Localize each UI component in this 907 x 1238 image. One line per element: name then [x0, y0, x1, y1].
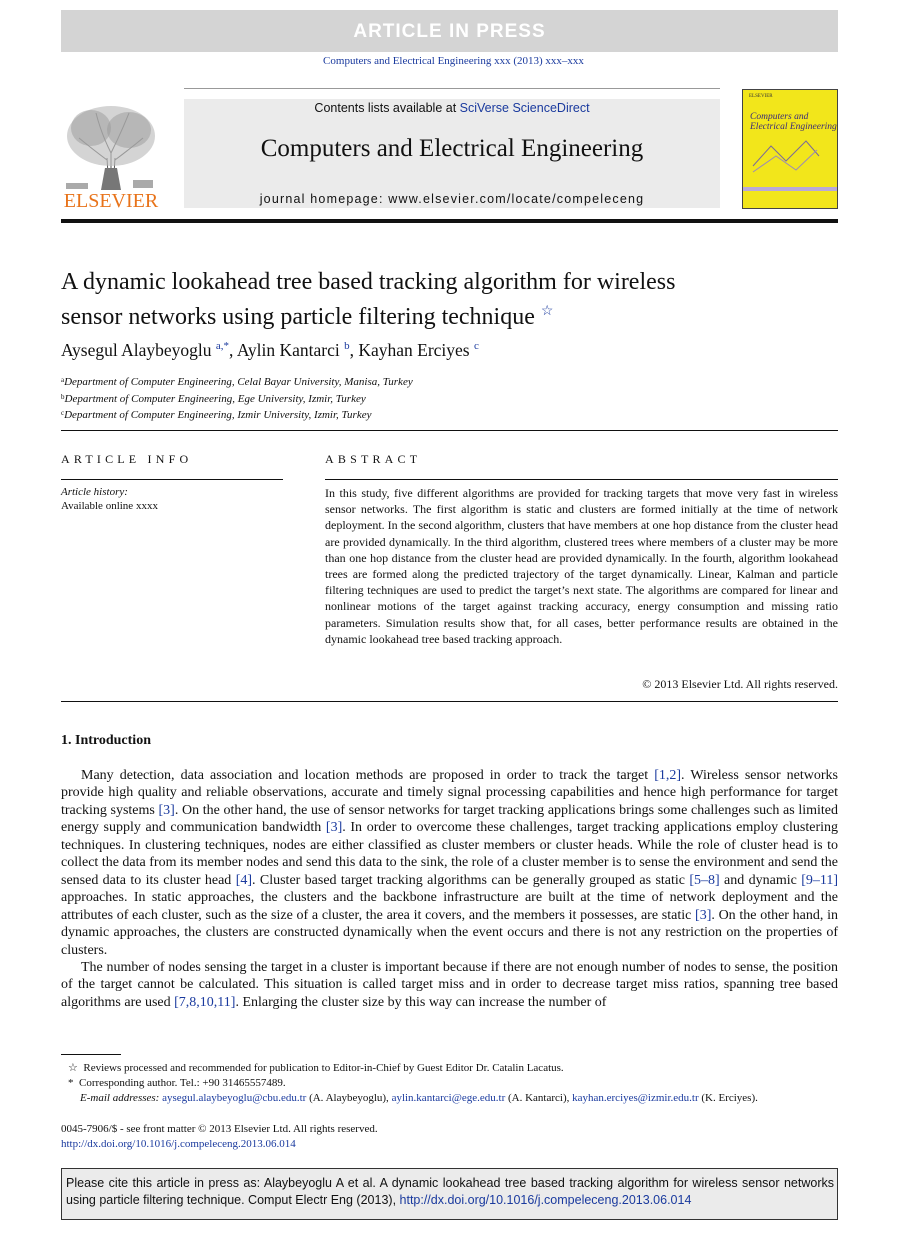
- citation-link[interactable]: [3]: [695, 907, 712, 923]
- paragraph-text: and dynamic: [719, 872, 802, 888]
- journal-homepage[interactable]: journal homepage: www.elsevier.com/locate/compeleceng: [259, 192, 645, 206]
- citation-link[interactable]: [4]: [235, 872, 253, 888]
- email-link[interactable]: aysegul.alaybeyoglu@cbu.edu.tr: [162, 1092, 307, 1104]
- paragraph-text: . Wireless sensor networks provide high quality and reliable observations, accurate and timely signal processing capabilities and hence high performance for target tracking systems: [61, 768, 838, 818]
- email-owner: (A. Kantarci),: [505, 1092, 573, 1104]
- footnote-star-mark: ☆: [68, 1062, 78, 1074]
- author-name: Aylin Kantarci: [236, 340, 340, 360]
- footnote-emails: [80, 1091, 758, 1105]
- affiliation: $^b$Department of Computer Engineering, Ege University, Izmir, Turkey: [61, 392, 366, 405]
- footnote-corr-text: Corresponding author. Tel.: +90 31465557489.: [79, 1077, 286, 1089]
- title-footnote-mark[interactable]: ☆: [540, 304, 554, 319]
- paragraph-text: The number of nodes sensing the target in a cluster is important because if there are not enough number of nodes to sense, the position of the target cannot be calculated. This situation is called target miss and in order to decrease target miss ratios, spanning tree based algorithms are used: [61, 959, 838, 1010]
- author-affil-mark[interactable]: b: [344, 340, 350, 352]
- citation-link[interactable]: [7,8,10,11]: [174, 994, 236, 1010]
- citation-link[interactable]: [9–11]: [801, 872, 839, 888]
- article-title: [61, 268, 838, 332]
- paragraph-text: . In order to overcome these challenges, target tracking applications employ clustering techniques. In clustering techniques, nodes are either classified as cluster members or cluster heads. While the role of cluster head is to collect the data from its member nodes and send this data to the sink, the role of a cluster member is to sense the environment and send the sensed data to its cluster head: [61, 820, 838, 888]
- journal-citation-link[interactable]: Computers and Electrical Engineering xxx (2013) xxx–xxx: [323, 55, 584, 67]
- contents-prefix: Contents lists available at: [314, 101, 460, 115]
- author-name: Aysegul Alaybeyoglu: [61, 340, 212, 360]
- article-history: [61, 485, 158, 513]
- history-label: Article history:: [61, 486, 128, 498]
- citation-link[interactable]: [3]: [158, 802, 175, 818]
- citation-link[interactable]: [1,2]: [654, 768, 682, 783]
- cover-title-line1: Computers and: [750, 112, 809, 122]
- cover-publisher: ELSEVIER: [749, 94, 773, 99]
- introduction-body: [61, 767, 838, 1011]
- cover-band: [743, 187, 837, 191]
- info-top-rule: [61, 430, 838, 431]
- author-name: Kayhan Erciyes: [358, 340, 470, 360]
- history-value: Available online xxxx: [61, 500, 158, 512]
- abstract-copyright: © 2013 Elsevier Ltd. All rights reserved.: [642, 677, 838, 691]
- footnote-star-text: Reviews processed and recommended for publication to Editor-in-Chief by Guest Editor Dr. Catalin Lacatus.: [83, 1062, 564, 1074]
- section-heading-introduction: 1. Introduction: [61, 733, 151, 748]
- email-owner: (K. Erciyes).: [698, 1092, 758, 1104]
- cover-graphic: [751, 136, 821, 176]
- article-info-heading: ARTICLE INFO: [61, 452, 193, 466]
- paragraph-text: approaches. In static approaches, the clusters and the backbone infrastructure are built at the time of network deployment and the attributes of each cluster, such as the size of a cluster, the area it covers, and the members it possesses, are static: [61, 890, 838, 923]
- author-affil-mark[interactable]: c: [474, 340, 479, 352]
- citation-link[interactable]: [5–8]: [689, 872, 720, 888]
- abstract-text: In this study, five different algorithms are provided for tracking targets that move very fast in wireless sensor networks. The first algorithm is static and clusters are formed initially at the time of network deployment. In the second algorithm, clusters that have members at one hop distance from the cluster head are provided dynamically. In the third algorithm, clustered trees where members of a cluster may be more than one hop distance from the cluster head are provided dynamically. In the fourth, algorithm lookahead trees are formed along the predicted trajectory of the target dynamically. Linear, Kalman and particle filtering techniques are used to predict the target’s next state. The algorithms are compared for linear and nonlinear motions of the target against tracking accuracy, energy consumption and missing ratio parameters. Simulation results show that, for all cases, better performance results are obtained in the dynamic lookahead tree based tracking approach.: [325, 486, 838, 646]
- doi-link[interactable]: http://dx.doi.org/10.1016/j.compeleceng.2013.06.014: [61, 1137, 296, 1150]
- affiliations: [61, 373, 413, 423]
- issn-line: 0045-7906/$ - see front matter © 2013 Elsevier Ltd. All rights reserved.: [61, 1123, 378, 1135]
- cite-doi-link[interactable]: http://dx.doi.org/10.1016/j.compeleceng.2013.06.014: [399, 1193, 692, 1207]
- email-link[interactable]: kayhan.erciyes@izmir.edu.tr: [572, 1092, 699, 1104]
- sciencedirect-link[interactable]: SciVerse ScienceDirect: [459, 101, 590, 115]
- author-separator: ,: [349, 340, 359, 360]
- journal-title: Computers and Electrical Engineering: [260, 135, 644, 162]
- issn-block: [61, 1122, 378, 1151]
- footnote-star: [68, 1061, 564, 1075]
- abstract-bottom-rule: [61, 701, 838, 702]
- email-link[interactable]: aylin.kantarci@ege.edu.tr: [391, 1092, 506, 1104]
- paragraph: [61, 767, 838, 959]
- contents-line: [184, 101, 720, 115]
- header-rule: [61, 219, 838, 223]
- author-affil-mark[interactable]: a,*: [215, 340, 230, 352]
- author-list: [61, 340, 479, 361]
- paragraph-text: . On the other hand, in dynamic approaches, the clusters are constructed dynamically when the event occurs and there is not any restriction on the properties of clusters.: [61, 907, 838, 958]
- abstract-heading: ABSTRACT: [325, 452, 422, 466]
- citation-link[interactable]: [3]: [325, 820, 343, 836]
- author-separator: ,: [229, 340, 237, 360]
- cover-title-line2: Electrical Engineering: [750, 122, 837, 132]
- title-line-1: A dynamic lookahead tree based tracking algorithm for wireless: [61, 269, 676, 295]
- abstract-rule: [325, 479, 838, 480]
- cite-text: Please cite this article in press as: Alaybeyoglu A et al. A dynamic lookahead tree based tracking algorithm for wireless sensor networks using particle filtering technique. Comput Electr Eng (2013),: [66, 1176, 834, 1207]
- affiliation: $^a$Department of Computer Engineering, Celal Bayar University, Manisa, Turkey: [61, 376, 413, 388]
- footnote-corresponding: [68, 1076, 286, 1090]
- cite-this-article-box: [61, 1168, 838, 1220]
- affiliation: $^c$Department of Computer Engineering, Izmir University, Izmir, Turkey: [61, 409, 372, 421]
- elsevier-wordmark: ELSEVIER: [63, 190, 159, 212]
- email-owner: (A. Alaybeyoglu),: [306, 1092, 392, 1104]
- journal-masthead: [184, 99, 720, 208]
- email-label: E-mail addresses:: [80, 1092, 163, 1104]
- paragraph-text: . Enlarging the cluster size by this way can increase the number of: [235, 994, 607, 1010]
- article-in-press-banner: ARTICLE IN PRESS: [61, 10, 838, 52]
- paragraph-text: Many detection, data association and location methods are proposed in order to track the target: [81, 768, 655, 783]
- paragraph-text: . On the other hand, the use of sensor networks for target tracking applications brings some challenges such as limited energy supply and communication bandwidth: [61, 802, 838, 836]
- cover-title: [750, 112, 837, 132]
- paragraph-text: . Cluster based target tracking algorithms can be generally grouped as static: [252, 872, 690, 888]
- footnote-rule: [61, 1054, 121, 1055]
- journal-cover-thumbnail: [742, 89, 838, 209]
- footnote-corr-mark: *: [68, 1077, 74, 1089]
- paragraph: [61, 959, 838, 1011]
- masthead-top-rule: [184, 88, 720, 89]
- title-line-2: sensor networks using particle filtering technique: [61, 304, 535, 330]
- article-info-rule: [61, 479, 283, 480]
